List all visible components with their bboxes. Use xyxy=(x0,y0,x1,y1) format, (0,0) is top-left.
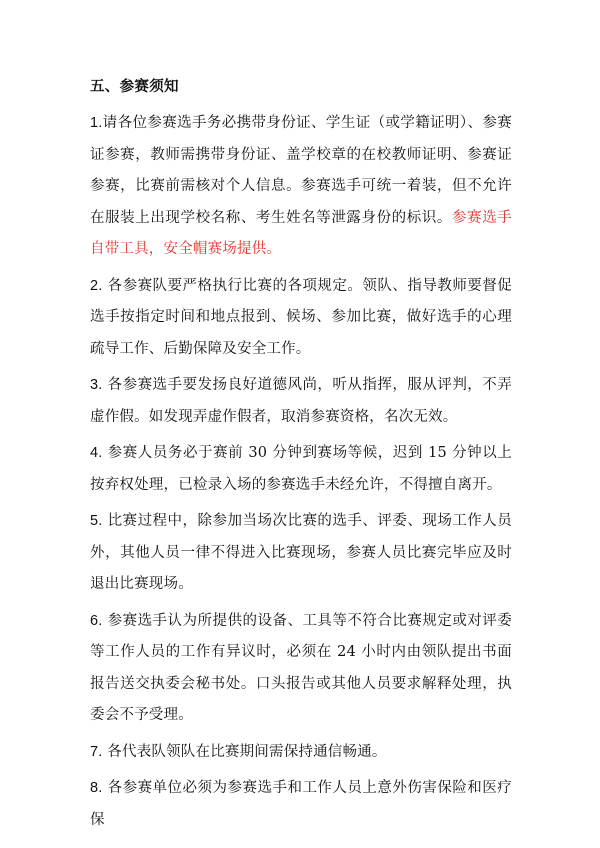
item-text: 各代表队领队在比赛期间需保持通信畅通。 xyxy=(102,743,387,760)
item-text: 各参赛队要严格执行比赛的各项规定。领队、指导教师要督促选手按指定时间和地点报到、候场、参加比赛，做好选手的心理疏导工作、后勤保障及安全工作。 xyxy=(90,277,512,357)
item-number: 3. xyxy=(90,377,103,393)
notice-item-5 xyxy=(90,506,512,601)
item-number: 6. xyxy=(90,612,103,629)
item-number: 5. xyxy=(90,513,103,529)
item-text: 参赛人员务必于赛前 30 分钟到赛场等候，迟到 15 分钟以上按弃权处理，已检录入场的参赛选手未经允许，不得擅自离开。 xyxy=(90,445,512,493)
item-text: 请各位参赛选手务必携带身份证、学生证（或学籍证明）、参赛证参赛，教师需携带身份证、盖学校章的在校教师证明、参赛证参赛，比赛前需核对个人信息。参赛选手可统一着装，但不允许在服装上出现学校名称、考生姓名等泄露身份的标识。 xyxy=(90,115,512,226)
item-text: 比赛过程中，除参加当场次比赛的选手、评委、现场工作人员外，其他人员一律不得进入比赛现场，参赛人员比赛完毕应及时退出比赛现场。 xyxy=(90,513,512,592)
item-text: 参赛选手认为所提供的设备、工具等不符合比赛规定或对评委等工作人员的工作有异议时，必须在 24 小时内由领队提出书面报告送交执委会秘书处。口头报告或其他人员要求解释处理，执委会不予受理。 xyxy=(90,612,512,723)
notice-item-7 xyxy=(90,737,512,769)
notice-item-1 xyxy=(90,108,512,266)
notice-item-8 xyxy=(90,773,512,836)
item-text: 各参赛选手要发扬良好道德风尚，听从指挥，服从评判，不弄虚作假。如发现弄虚作假者，取消参赛资格，名次无效。 xyxy=(90,377,512,425)
item-highlight-text: 参赛选手自带工具，安全帽赛场提供。 xyxy=(90,209,512,257)
item-text: 各参赛单位必须为参赛选手和工作人员上意外伤害保险和医疗保 xyxy=(90,780,512,828)
document-content xyxy=(90,72,512,841)
item-number: 4. xyxy=(90,445,103,461)
item-number: 1. xyxy=(90,115,103,131)
item-number: 7. xyxy=(90,743,103,760)
notice-item-4 xyxy=(90,438,512,501)
section-heading: 五、参赛须知 xyxy=(90,78,179,95)
notice-item-2 xyxy=(90,271,512,366)
item-number: 8. xyxy=(90,780,103,796)
notice-item-3 xyxy=(90,370,512,433)
item-number: 2. xyxy=(90,277,103,294)
notice-item-6 xyxy=(90,606,512,732)
